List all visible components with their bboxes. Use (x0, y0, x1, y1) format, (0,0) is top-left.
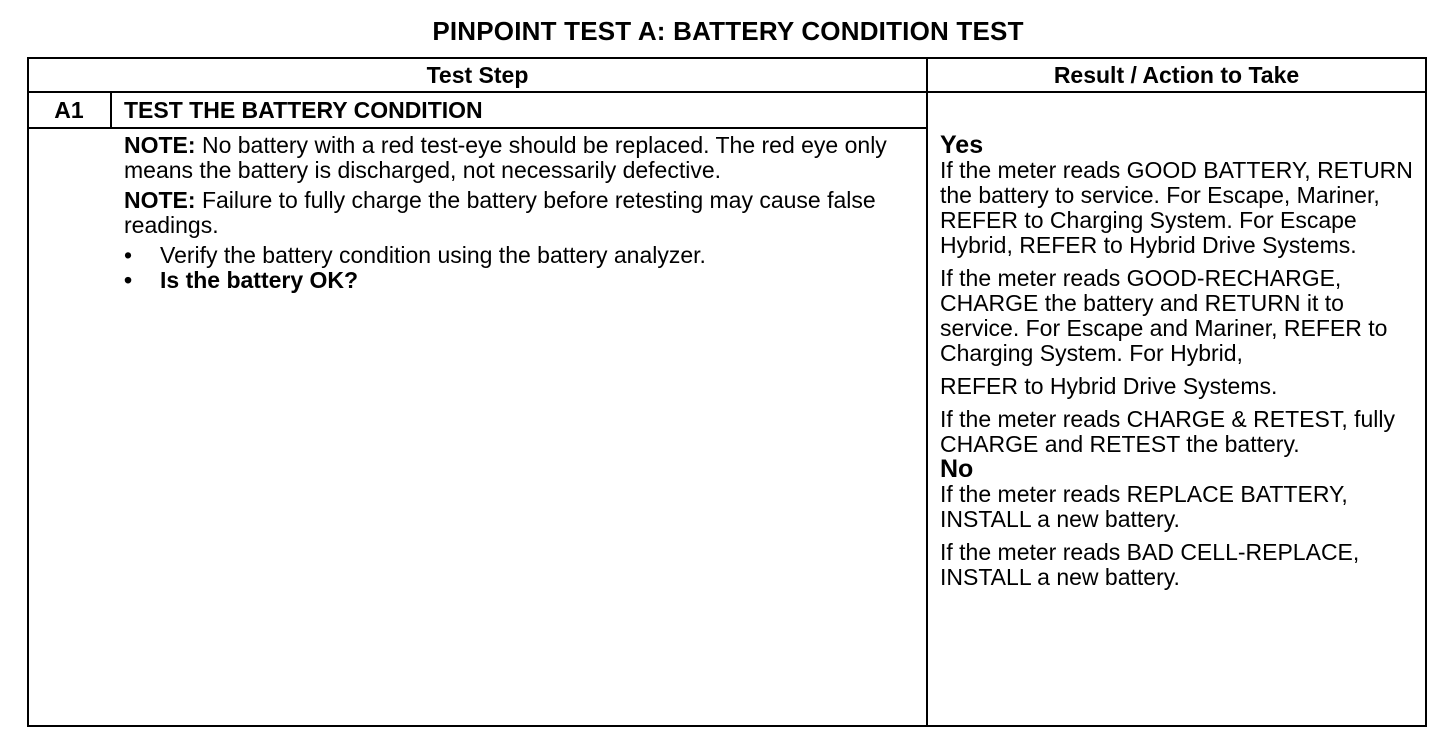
list-item (124, 268, 914, 293)
result-yes-label: Yes (940, 131, 984, 159)
header-result-action: Result / Action to Take (1053, 62, 1300, 88)
list-item (124, 243, 914, 268)
header-test-step: Test Step (426, 62, 529, 88)
result-item: If the meter reads GOOD-RECHARGE, CHARGE the battery and RETURN it to service. For Escape and Mariner, REFER to Charging System. For Hybrid, (940, 265, 1388, 366)
step-body (124, 133, 914, 293)
result-item: If the meter reads GOOD BATTERY, RETURN the battery to service. For Escape, Mariner, REFER to Charging System. For Escape Hybrid, REFER to Hybrid Drive Systems. (940, 157, 1413, 258)
step-title-divider (27, 127, 927, 129)
note (124, 133, 914, 183)
result-item: If the meter reads BAD CELL-REPLACE, INSTALL a new battery. (940, 539, 1360, 590)
note (124, 188, 914, 238)
page-title: PINPOINT TEST A: BATTERY CONDITION TEST (432, 16, 1024, 46)
column-divider (926, 57, 928, 727)
result-item: If the meter reads REPLACE BATTERY, INSTALL a new battery. (940, 481, 1348, 532)
result-item: If the meter reads CHARGE & RETEST, fully CHARGE and RETEST the battery. (940, 406, 1396, 457)
bullet-icon: • (124, 242, 133, 268)
step-id: A1 (54, 97, 84, 123)
result-item: REFER to Hybrid Drive Systems. (940, 373, 1278, 399)
note-text: Failure to fully charge the battery before retesting may cause false readings. (124, 187, 876, 238)
bullet-text: Verify the battery condition using the battery analyzer. (160, 242, 706, 268)
bullet-icon: • (124, 267, 133, 293)
step-title: TEST THE BATTERY CONDITION (124, 97, 483, 123)
note-label: NOTE: (124, 132, 196, 158)
bullet-text: Is the battery OK? (160, 267, 359, 293)
result-body (940, 133, 1420, 598)
note-label: NOTE: (124, 187, 196, 213)
step-bullets (124, 243, 914, 293)
result-no-label: No (940, 455, 974, 483)
step-id-divider (110, 92, 112, 128)
note-text: No battery with a red test-eye should be replaced. The red eye only means the battery is discharged, not necessarily defective. (124, 132, 887, 183)
